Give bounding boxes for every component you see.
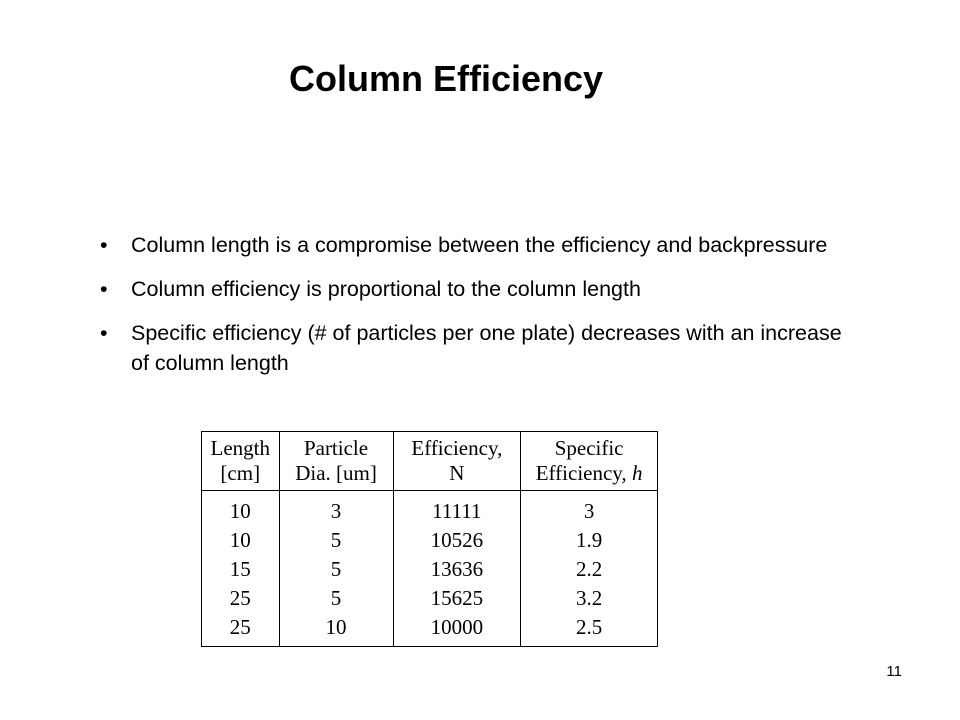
cell-specific-efficiency: 2.2: [521, 555, 658, 584]
cell-particle-dia: 5: [279, 584, 393, 613]
header-text: Specific: [554, 436, 624, 460]
page-number: 11: [886, 663, 902, 680]
cell-particle-dia: 3: [279, 491, 393, 527]
header-text: Dia. [um]: [295, 461, 377, 485]
header-text: Efficiency,: [535, 461, 632, 485]
table-header-row: [202, 432, 658, 491]
table-row: [202, 584, 658, 613]
table-row: [202, 491, 658, 527]
cell-length: 15: [202, 555, 280, 584]
header-text: [cm]: [220, 461, 261, 485]
bullet-item: [100, 318, 860, 378]
bullet-item: [100, 274, 860, 304]
cell-efficiency: 11111: [393, 491, 521, 527]
bullet-glyph: •: [100, 321, 108, 345]
cell-specific-efficiency: 2.5: [521, 613, 658, 647]
bullet-glyph: •: [100, 233, 108, 257]
cell-particle-dia: 10: [279, 613, 393, 647]
efficiency-table: [201, 431, 658, 647]
cell-length: 25: [202, 584, 280, 613]
header-text: N: [449, 461, 465, 485]
cell-efficiency: 13636: [393, 555, 521, 584]
cell-length: 25: [202, 613, 280, 647]
header-efficiency: [393, 432, 521, 491]
bullet-text: Column efficiency is proportional to the column length: [131, 277, 641, 301]
bullet-text: Column length is a compromise between the efficiency and backpressure: [131, 233, 828, 257]
cell-efficiency: 15625: [393, 584, 521, 613]
slide-title: Column Efficiency: [288, 58, 604, 99]
header-symbol-h: h: [631, 461, 643, 485]
cell-efficiency: 10526: [393, 526, 521, 555]
cell-particle-dia: 5: [279, 555, 393, 584]
header-particle-diameter: [279, 432, 393, 491]
header-length: [202, 432, 280, 491]
cell-length: 10: [202, 491, 280, 527]
cell-specific-efficiency: 1.9: [521, 526, 658, 555]
cell-specific-efficiency: 3.2: [521, 584, 658, 613]
bullet-text: Specific efficiency (# of particles per one plate) decreases with an increase of column length: [131, 321, 842, 375]
header-specific-efficiency: [521, 432, 658, 491]
cell-specific-efficiency: 3: [521, 491, 658, 527]
header-line: [525, 461, 653, 486]
header-text: Efficiency,: [411, 436, 503, 460]
bullet-item: [100, 230, 860, 260]
cell-length: 10: [202, 526, 280, 555]
header-text: Particle: [303, 436, 369, 460]
header-text: Length: [210, 436, 270, 460]
table-row: [202, 613, 658, 647]
table-row: [202, 555, 658, 584]
cell-efficiency: 10000: [393, 613, 521, 647]
cell-particle-dia: 5: [279, 526, 393, 555]
table-row: [202, 526, 658, 555]
bullet-list: [100, 230, 860, 392]
bullet-glyph: •: [100, 277, 108, 301]
